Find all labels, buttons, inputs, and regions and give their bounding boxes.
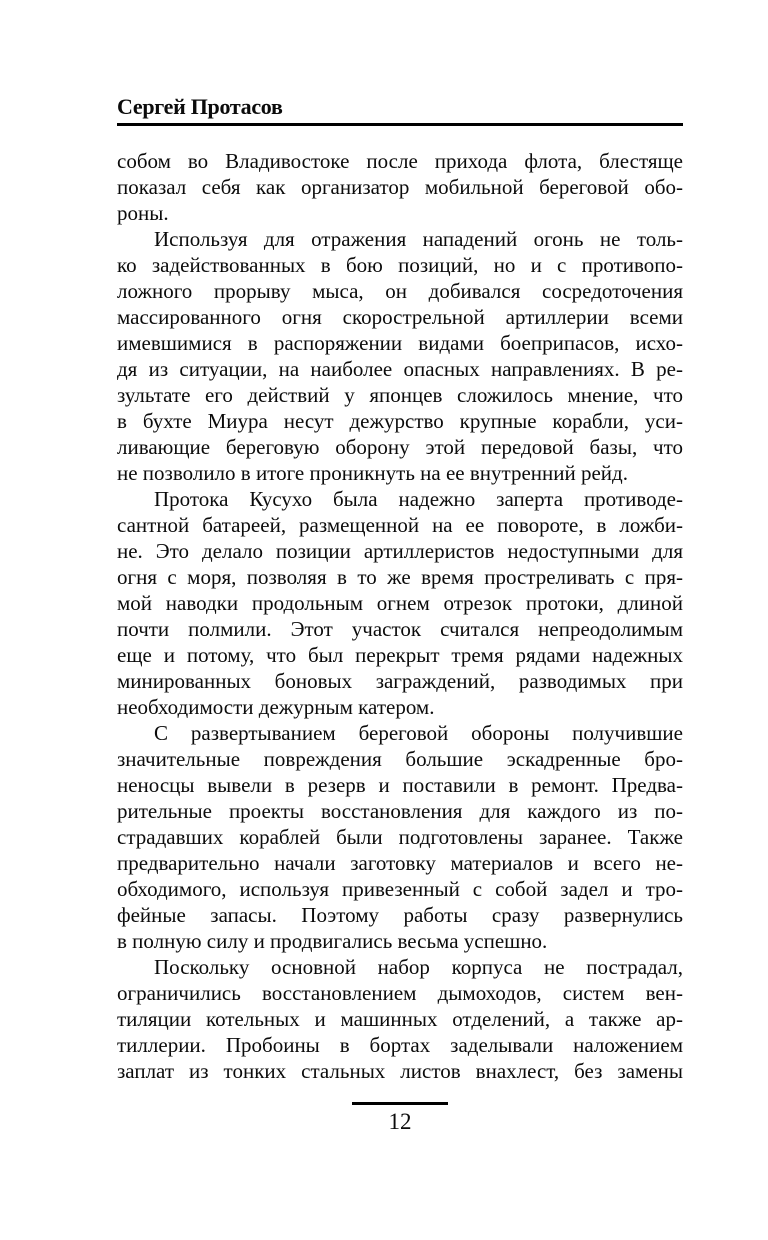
text-line: фейные запасы. Поэтому работы сразу развернулись bbox=[117, 903, 683, 927]
text-line: заплат из тонких стальных листов внахлест, без замены bbox=[117, 1059, 683, 1083]
text-line: роны. bbox=[117, 201, 169, 225]
text-line: ко задействованных в бою позиций, но и с противопо- bbox=[117, 253, 683, 277]
text-line: еще и потому, что был перекрыт тремя рядами надежных bbox=[117, 643, 683, 667]
text-line: не. Это делало позиции артиллеристов недоступными для bbox=[117, 539, 683, 563]
text-line: необходимости дежурным катером. bbox=[117, 695, 435, 719]
paragraph bbox=[117, 486, 683, 720]
text-line: обходимого, используя привезенный с собой задел и тро- bbox=[117, 877, 683, 901]
text-line: значительные повреждения большие эскадренные бро- bbox=[117, 747, 683, 771]
text-line: сантной батареей, размещенной на ее повороте, в ложби- bbox=[117, 513, 683, 537]
text-line: имевшимися в распоряжении видами боеприпасов, исхо- bbox=[117, 331, 683, 355]
text-line: ложного прорыву мыса, он добивался сосредоточения bbox=[117, 279, 683, 303]
text-line: ливающие береговую оборону этой передовой базы, что bbox=[117, 435, 683, 459]
text-line: Используя для отражения нападений огонь не толь- bbox=[154, 227, 683, 251]
text-line: собом во Владивостоке после прихода флота, блестяще bbox=[117, 149, 683, 173]
paragraph bbox=[117, 720, 683, 954]
page-body-text bbox=[117, 148, 683, 1084]
text-line: С развертыванием береговой обороны получившие bbox=[154, 721, 683, 745]
text-line: в бухте Миура несут дежурство крупные корабли, уси- bbox=[117, 409, 683, 433]
text-line: массированного огня скорострельной артиллерии всеми bbox=[117, 305, 683, 329]
text-line: страдавших кораблей были подготовлены заранее. Также bbox=[117, 825, 683, 849]
text-line: в полную силу и продвигались весьма успешно. bbox=[117, 929, 548, 953]
text-line: огня с моря, позволяя в то же время простреливать с пря- bbox=[117, 565, 683, 589]
paragraph bbox=[117, 226, 683, 486]
text-line: Поскольку основной набор корпуса не пострадал, bbox=[154, 955, 683, 979]
paragraph bbox=[117, 148, 683, 226]
text-line: дя из ситуации, на наиболее опасных направлениях. В ре- bbox=[117, 357, 683, 381]
text-line: показал себя как организатор мобильной береговой обо- bbox=[117, 175, 683, 199]
running-header-author: Сергей Протасов bbox=[117, 94, 283, 119]
text-line: почти полмили. Этот участок считался непреодолимым bbox=[117, 617, 683, 641]
text-line: неносцы вывели в резерв и поставили в ремонт. Предва- bbox=[117, 773, 683, 797]
page-number: 12 bbox=[388, 1109, 412, 1134]
header-rule bbox=[117, 123, 683, 126]
text-line: тиллерии. Пробоины в бортах заделывали наложением bbox=[117, 1033, 683, 1057]
footer-rule bbox=[352, 1102, 448, 1105]
running-header bbox=[117, 94, 683, 126]
text-line: не позволило в итоге проникнуть на ее внутренний рейд. bbox=[117, 461, 628, 485]
paragraph bbox=[117, 954, 683, 1084]
text-line: Протока Кусухо была надежно заперта противоде- bbox=[154, 487, 683, 511]
page-footer bbox=[117, 1102, 683, 1135]
text-line: мой наводки продольным огнем отрезок протоки, длиной bbox=[117, 591, 683, 615]
text-line: ограничились восстановлением дымоходов, систем вен- bbox=[117, 981, 683, 1005]
text-line: зультате его действий у японцев сложилось мнение, что bbox=[117, 383, 683, 407]
text-line: предварительно начали заготовку материалов и всего не- bbox=[117, 851, 683, 875]
text-line: минированных боновых заграждений, разводимых при bbox=[117, 669, 683, 693]
text-line: рительные проекты восстановления для каждого из по- bbox=[117, 799, 683, 823]
text-line: тиляции котельных и машинных отделений, а также ар- bbox=[117, 1007, 683, 1031]
